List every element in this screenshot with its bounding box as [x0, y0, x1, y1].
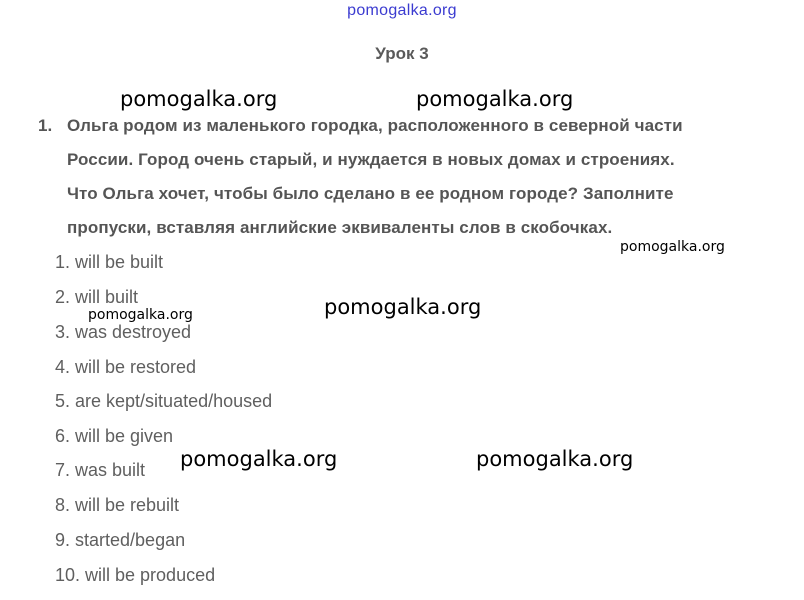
answer-item-5: 5. are kept/situated/housed [55, 391, 273, 411]
task-text-line-2: России. Город очень старый, и нуждается в новых домах и строениях. [67, 150, 675, 169]
answer-item-9: 9. started/began [55, 530, 186, 550]
watermark: pomogalka.org [324, 295, 482, 319]
answer-item-3: 3. was destroyed [55, 322, 192, 342]
answer-item-6: 6. will be given [55, 426, 174, 446]
answer-item-2: 2. will built [55, 287, 139, 307]
watermark: pomogalka.org [476, 447, 634, 471]
task-text-line-4: пропуски, вставляя английские эквиваленты слов в скобочках. [67, 218, 613, 237]
site-watermark-top: pomogalka.org [347, 2, 457, 19]
task-text-line-1: Ольга родом из маленького городка, расположенного в северной части [67, 116, 683, 135]
answer-item-1: 1. will be built [55, 252, 164, 272]
watermark: pomogalka.org [620, 239, 725, 255]
answer-item-4: 4. will be restored [55, 357, 197, 377]
task-number: 1. [38, 116, 53, 135]
watermark: pomogalka.org [416, 87, 574, 111]
answer-item-10: 10. will be produced [55, 565, 216, 585]
answer-item-8: 8. will be rebuilt [55, 495, 180, 515]
task-text-line-3: Что Ольга хочет, чтобы было сделано в ее родном городе? Заполните [67, 184, 674, 203]
watermark: pomogalka.org [180, 447, 338, 471]
watermark: pomogalka.org [88, 307, 193, 323]
watermark: pomogalka.org [120, 87, 278, 111]
answer-item-7: 7. was built [55, 460, 146, 480]
lesson-title: Урок 3 [375, 44, 429, 63]
